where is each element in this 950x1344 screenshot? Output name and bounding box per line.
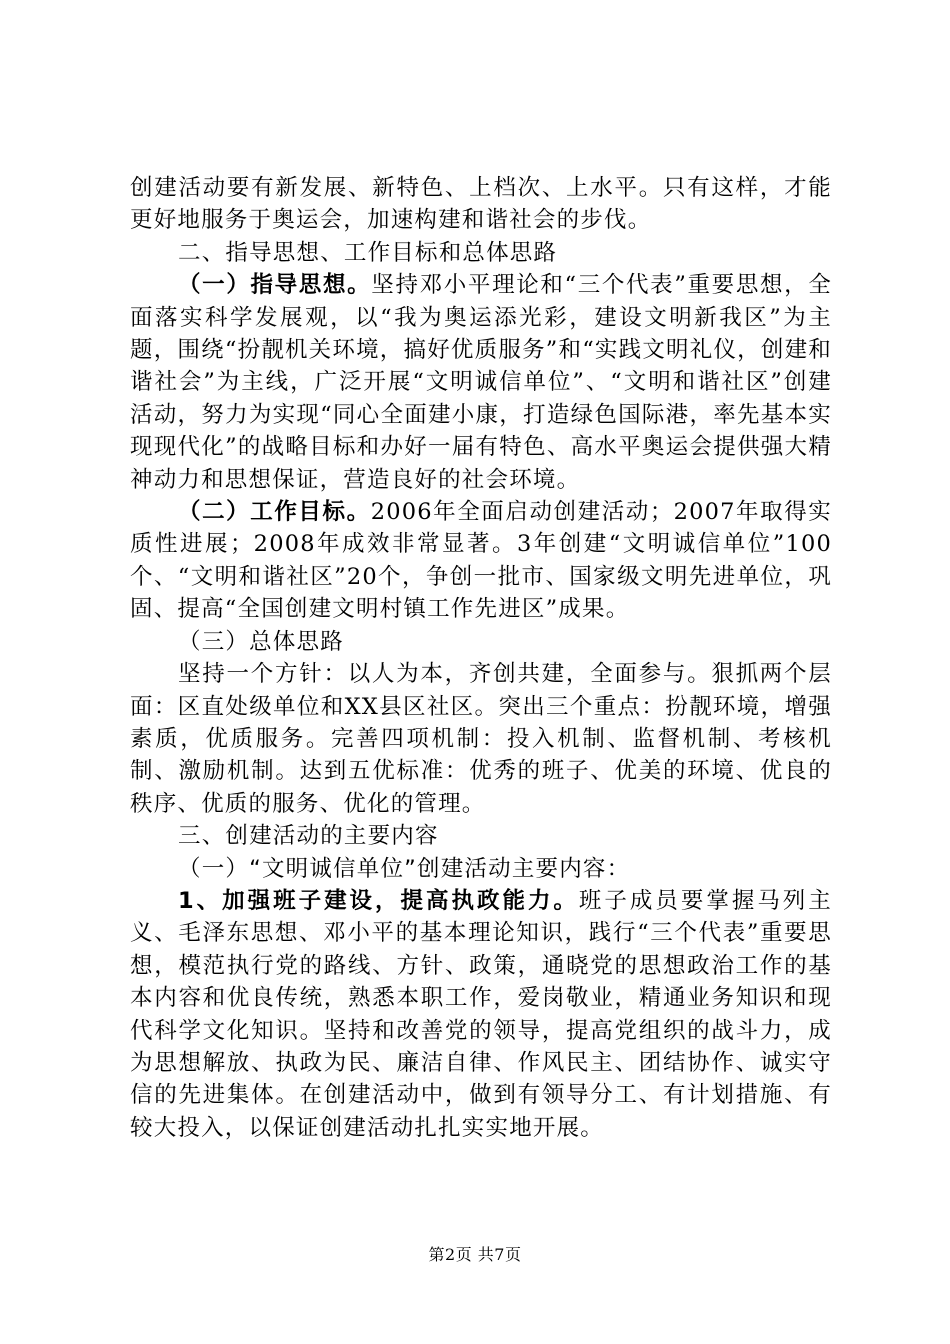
document-body (130, 172, 832, 1144)
paragraph-work-goals (130, 496, 832, 626)
paragraph-text: 坚持邓小平理论和“三个代表”重要思想，全面落实科学发展观，以“我为奥运添光彩，建设文明新我区”为主题，围绕“扮靓机关环境，搞好优质服务”和“实践文明礼仪，创建和谐社会”为主线，广泛开展“文明诚信单位”、“文明和谐社区”创建活动，努力为实现“同心全面建小康，打造绿色国际港，率先基本实现现代化”的战略目标和办好一届有特色、高水平奥运会提供强大精神动力和思想保证，营造良好的社会环境。 (130, 272, 832, 493)
paragraph-lead: （二）工作目标。 (178, 499, 371, 526)
paragraph-team-building (130, 885, 832, 1144)
section-heading-2: 二、指导思想、工作目标和总体思路 (178, 239, 558, 266)
paragraph-text: 2006年全面启动创建活动；2007年取得实质性进展；2008年成效非常显著。3年创建“文明诚信单位”100个、“文明和谐社区”20个，争创一批市、国家级文明先进单位，巩固、提高“全国创建文明村镇工作先进区”成果。 (130, 499, 832, 623)
subsection-heading-overall: （三）总体思路 (178, 628, 344, 655)
paragraph-overall-approach: 坚持一个方针：以人为本，齐创共建，全面参与。狠抓两个层面：区直处级单位和XX县区社区。突出三个重点：扮靓环境，增强素质，优质服务。完善四项机制：投入机制、监督机制、考核机制、激励机制。达到五优标准：优秀的班子、优美的环境、优良的秩序、优质的服务、优化的管理。 (130, 661, 832, 817)
paragraph-lead: （一）指导思想。 (178, 272, 372, 299)
section-heading-3: 三、创建活动的主要内容 (178, 823, 439, 850)
paragraph-text: 班子成员要掌握马列主义、毛泽东思想、邓小平的基本理论知识，践行“三个代表”重要思想，模范执行党的路线、方针、政策，通晓党的思想政治工作的基本内容和优良传统，熟悉本职工作，爱岗敬业，精通业务知识和现代科学文化知识。坚持和改善党的领导，提高党组织的战斗力，成为思想解放、执政为民、廉洁自律、作风民主、团结协作、诚实守信的先进集体。在创建活动中，做到有领导分工、有计划措施、有较大投入，以保证创建活动扎扎实实地开展。 (130, 887, 832, 1141)
paragraph-continuation: 创建活动要有新发展、新特色、上档次、上水平。只有这样，才能更好地服务于奥运会，加速构建和谐社会的步伐。 (130, 175, 832, 234)
paragraph-guiding-thought (130, 269, 832, 496)
subsection-heading-units: （一）“文明诚信单位”创建活动主要内容： (178, 855, 631, 882)
paragraph-lead: 1、加强班子建设，提高执政能力。 (178, 887, 579, 914)
page-footer: 第2页 共7页 (428, 1245, 522, 1264)
